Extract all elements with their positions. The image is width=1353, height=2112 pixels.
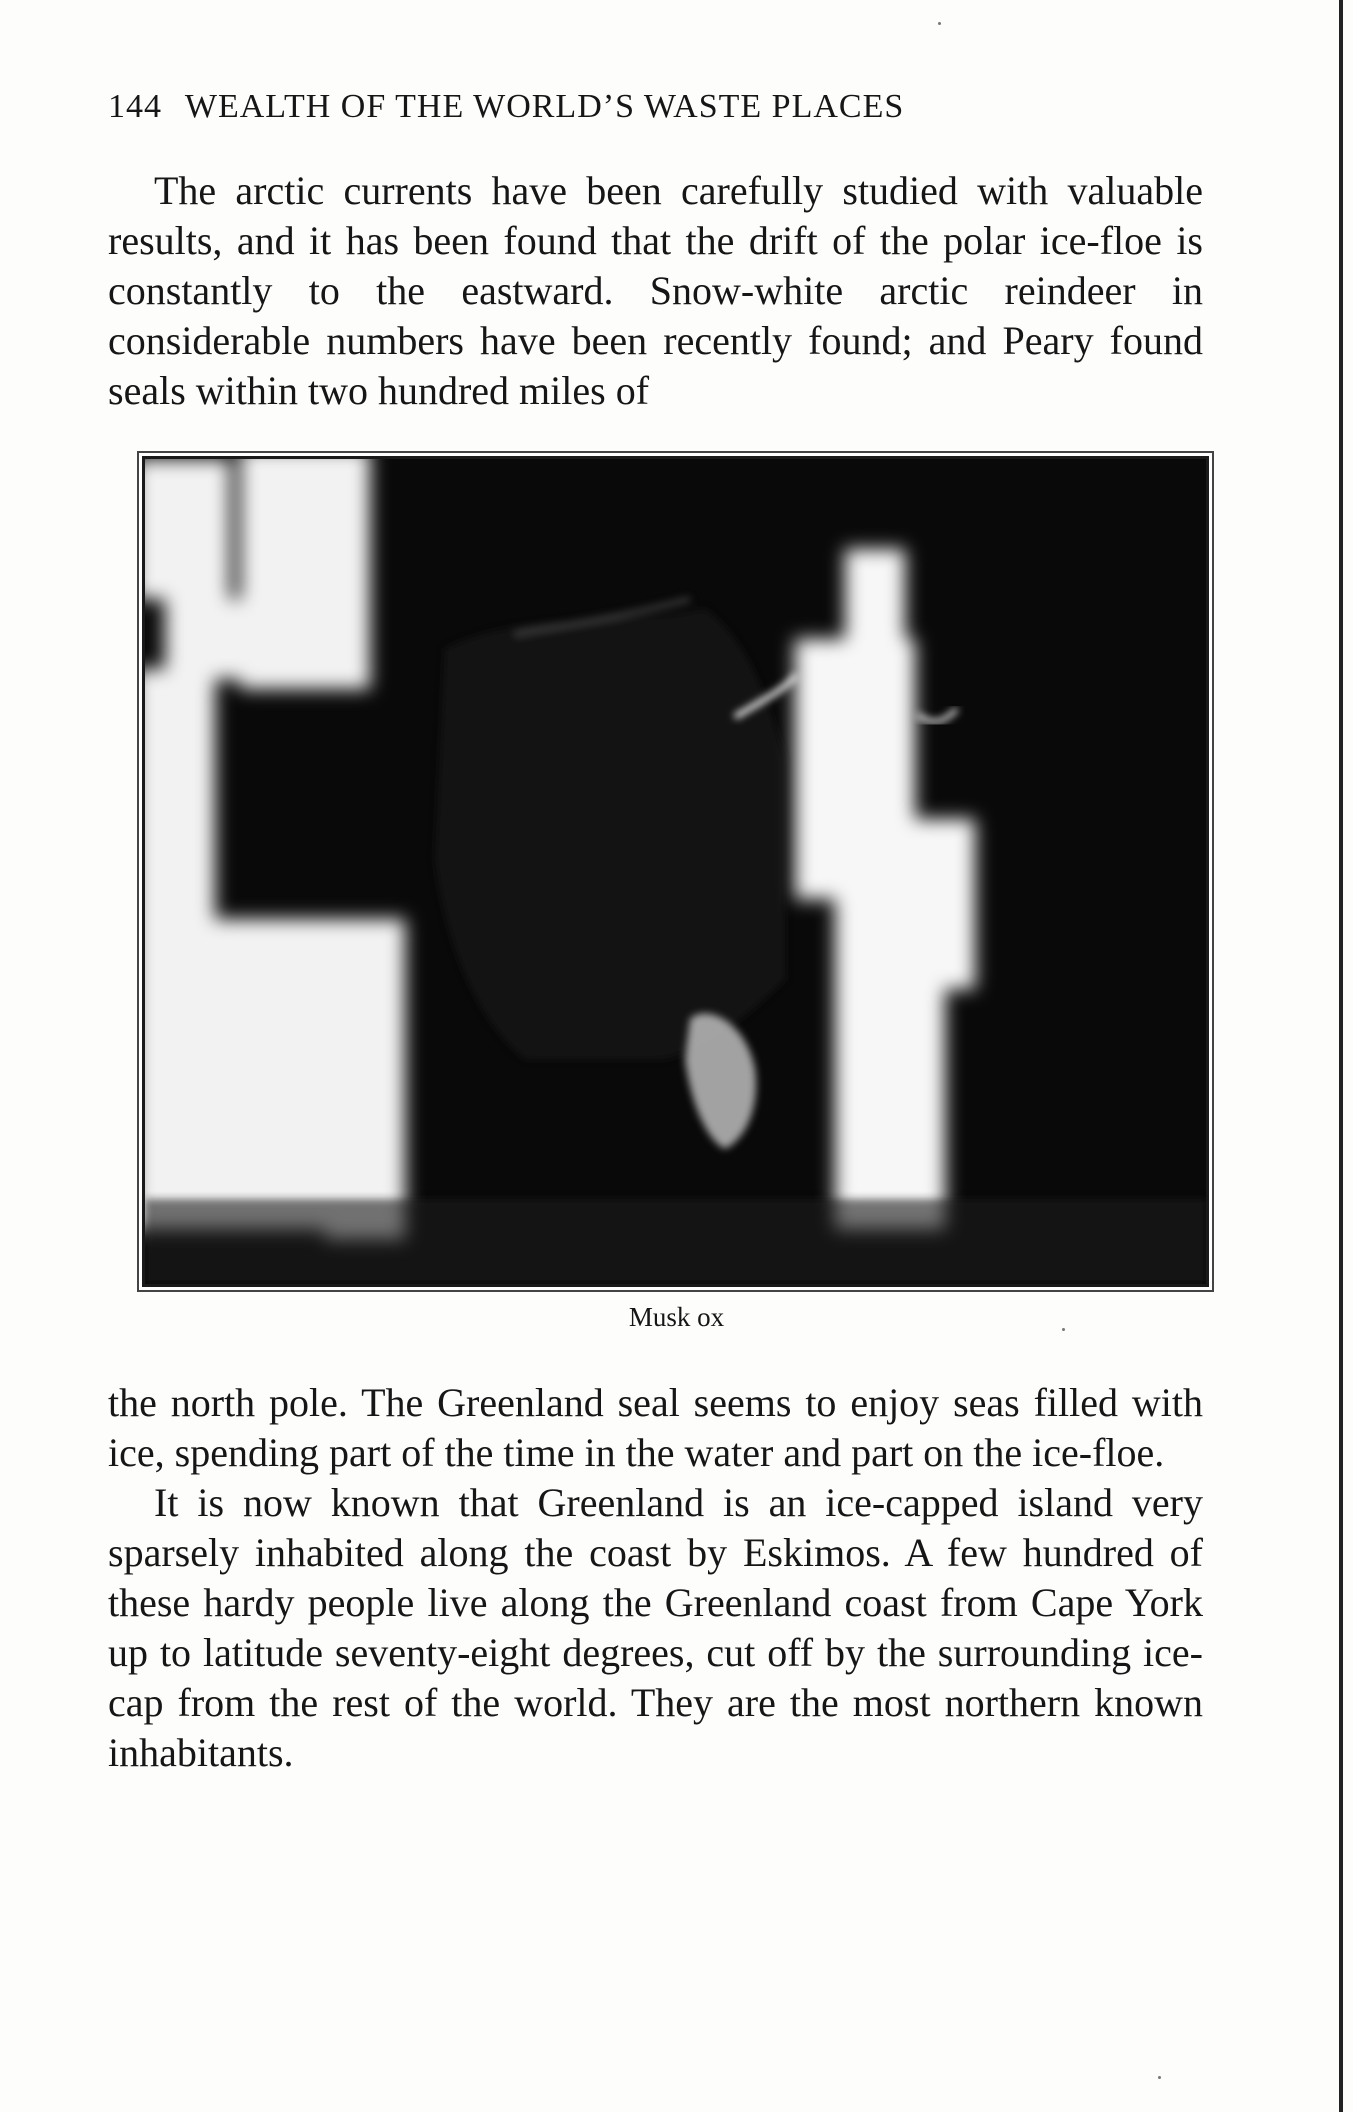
print-speck xyxy=(1158,2076,1161,2079)
print-speck xyxy=(938,22,941,25)
musk-ox-photograph xyxy=(142,456,1209,1287)
paragraph-continuation: the north pole. The Greenland seal seems to enjoy seas filled with ice, spending part of the time in the water and part on the ice-floe. xyxy=(108,1380,1203,1475)
print-speck xyxy=(1062,1328,1065,1331)
running-title: WEALTH OF THE WORLD’S WASTE PLACES xyxy=(184,88,905,125)
page-edge-rule xyxy=(1339,0,1343,2112)
running-head xyxy=(108,88,1208,126)
figure-caption: Musk ox xyxy=(628,1302,725,1332)
text-block-bottom xyxy=(108,1378,1203,1778)
text-block-top xyxy=(108,166,1203,416)
paragraph-currents: The arctic currents have been carefully studied with valuable results, and it has been found that the drift of the polar ice-floe is constantly to the eastward. Snow-white arctic reindeer in considerable numbers have been recently found; and Peary found seals within two hundred miles of xyxy=(108,168,1203,413)
page-number: 144 xyxy=(108,88,162,125)
musk-ox-photo-image xyxy=(145,459,1206,1284)
paragraph-greenland: It is now known that Greenland is an ice-capped island very sparsely inhabited along the coast by Eskimos. A few hundred of these hardy people live along the Greenland coast from Cape York up to latitude seventy-eight degrees, cut off by the surrounding ice-cap from the rest of the world. They are the most northern known inhabitants. xyxy=(108,1480,1203,1775)
